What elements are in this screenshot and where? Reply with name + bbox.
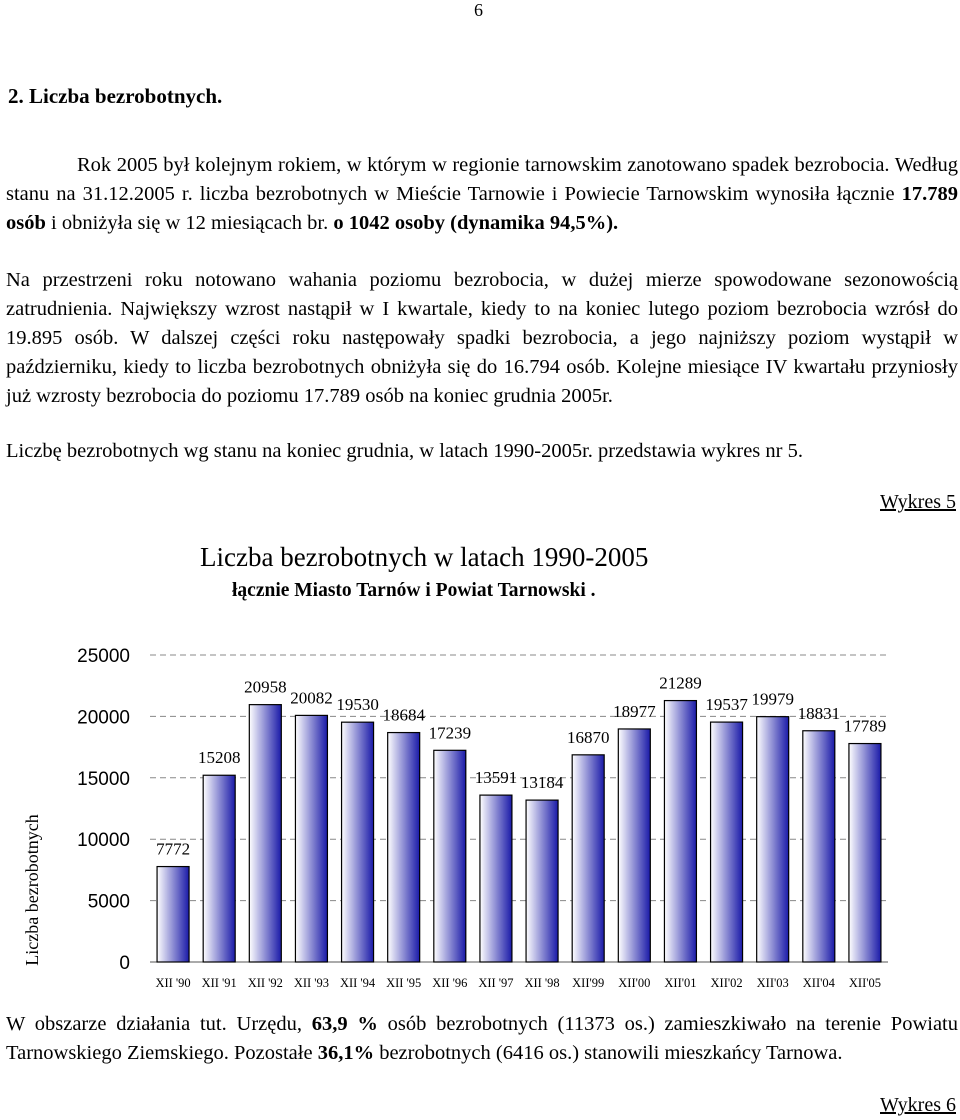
bar — [157, 867, 189, 962]
x-tick-label: XII '90 — [155, 976, 191, 990]
page-number: 6 — [474, 0, 483, 20]
paragraph1-run-2: i obniżyła się w 12 miesiącach br. — [45, 212, 334, 234]
x-tick-label: XII '91 — [201, 976, 237, 990]
paragraph-3: Liczbę bezrobotnych wg stanu na koniec grudnia, w latach 1990-2005r. przedstawia wykres nr 5. — [6, 440, 803, 462]
bar — [203, 775, 235, 962]
y-tick-label: 20000 — [77, 707, 130, 729]
x-tick-label: XII '96 — [432, 976, 468, 990]
y-tick-label: 5000 — [87, 891, 130, 913]
data-label: 21289 — [659, 673, 702, 693]
paragraph4-run-3: 36,1% — [317, 1042, 375, 1064]
data-label: 17789 — [843, 716, 887, 736]
x-tick-label: XII'02 — [710, 976, 743, 990]
chart-reference-label: Wykres 5 — [880, 491, 956, 513]
data-label: 7772 — [156, 839, 191, 859]
data-label: 19530 — [336, 695, 379, 715]
x-tick-label: XII '95 — [386, 976, 422, 990]
bar — [572, 755, 604, 962]
bar-chart — [0, 630, 960, 1000]
y-tick-label: 10000 — [77, 830, 130, 852]
x-tick-label: XII '98 — [524, 976, 560, 990]
y-axis-ticks — [77, 646, 130, 974]
data-label: 13591 — [474, 768, 518, 788]
data-label: 18831 — [797, 703, 841, 723]
paragraph2-run-1: W dalszej części roku następowały spadki bezrobocia, a jego najniższy poziom wystąpił w październiku, kiedy to liczba bezrobotnych obniżyła się do 16.794 osób. Kolejne miesiące IV kwartału przyniosły już wzrosty bezrobocia do poziomu 17.789 osób na koniec grudnia 2005r. — [6, 327, 959, 407]
next-chart-reference-label: Wykres 6 — [880, 1094, 956, 1116]
section-heading: 2. Liczba bezrobotnych. — [8, 84, 223, 108]
data-label: 18977 — [613, 701, 656, 721]
y-tick-label: 15000 — [77, 768, 130, 790]
x-axis-ticks — [155, 976, 881, 990]
x-tick-label: XII '92 — [247, 976, 283, 990]
chart-bars — [157, 701, 881, 962]
bar — [388, 733, 420, 962]
bar — [295, 715, 327, 962]
x-tick-label: XII '94 — [339, 976, 376, 990]
data-label: 15208 — [197, 748, 241, 768]
paragraph1-run-1: 17.789 osób — [6, 183, 958, 234]
paragraph-2 — [6, 266, 958, 411]
paragraph4-run-0: W obszarze działania tut. Urzędu, — [6, 1013, 312, 1035]
data-label: 17239 — [428, 723, 472, 743]
bar — [618, 729, 650, 962]
x-tick-label: XII'99 — [572, 976, 605, 990]
data-label: 19979 — [751, 689, 794, 709]
data-label: 13184 — [520, 773, 564, 793]
bar — [342, 722, 374, 962]
x-tick-label: XII'03 — [756, 976, 789, 990]
paragraph1-run-3: o 1042 osoby (dynamika 94,5%). — [333, 212, 619, 234]
bar — [803, 731, 835, 962]
paragraph4-run-1: 63,9 % — [311, 1013, 378, 1035]
paragraph2-run-0: Na przestrzeni roku notowano wahania poziomu bezrobocia, w dużej mierze spowodowane sezonowością zatrudnienia. Największy wzrost nastąpił w I kwartale, kiedy to na koniec lutego poziom bezrobocia wzrósł do 19.895 osób. — [6, 269, 958, 349]
bar — [480, 795, 512, 962]
x-tick-label: XII'04 — [802, 976, 835, 990]
x-tick-label: XII '93 — [293, 976, 330, 990]
bar — [434, 750, 466, 962]
y-tick-label: 25000 — [77, 646, 130, 667]
bar — [757, 717, 789, 962]
bar — [711, 722, 743, 962]
y-tick-label: 0 — [119, 953, 130, 974]
bar — [849, 744, 881, 962]
bar — [664, 701, 696, 962]
data-label: 16870 — [566, 727, 610, 747]
data-label: 20958 — [244, 677, 287, 697]
paragraph1-run-0: Rok 2005 był kolejnym rokiem, w którym w regionie tarnowskim zanotowano spadek bezrobocia. Według stanu na 31.12.2005 r. liczba bezrobotnych w Mieście Tarnowie i Powiecie Tarnowskim wynosiła łącznie — [6, 154, 958, 205]
x-tick-label: XII'01 — [664, 976, 697, 990]
bar — [249, 705, 281, 962]
data-label: 20082 — [290, 688, 333, 708]
paragraph4-run-2: osób bezrobotnych (11373 os.) zamieszkiwało na terenie Powiatu Tarnowskiego Ziemskiego. Pozostałe — [6, 1013, 958, 1064]
chart-title: Liczba bezrobotnych w latach 1990-2005 — [200, 542, 649, 572]
chart-subtitle: łącznie Miasto Tarnów i Powiat Tarnowski . — [232, 580, 596, 601]
bar — [526, 800, 558, 962]
paragraph4-run-4: bezrobotnych (6416 os.) stanowili mieszkańcy Tarnowa. — [374, 1042, 843, 1064]
x-tick-label: XII '97 — [478, 976, 514, 990]
data-label: 19537 — [705, 695, 748, 715]
paragraph-1 — [6, 151, 958, 238]
y-axis-label: Liczba bezrobotnych — [22, 814, 42, 966]
x-tick-label: XII'00 — [618, 976, 651, 990]
x-tick-label: XII'05 — [848, 976, 881, 990]
paragraph-4 — [6, 1010, 958, 1068]
data-label: 18684 — [382, 705, 425, 725]
